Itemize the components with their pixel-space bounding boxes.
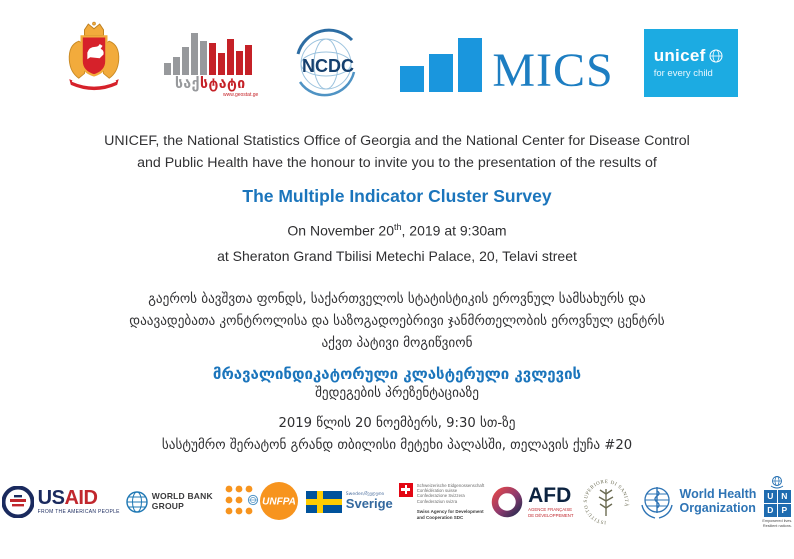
invitation-ka-line1: გაეროს ბავშვთა ფონდს, საქართველოს სტატისტიკის ეროვნულ სამსახურს და [148, 291, 646, 307]
georgia-coat-of-arms-icon [56, 20, 132, 106]
afd-sub-line1: AGENCE FRANÇAISE [528, 507, 573, 512]
who-emblem-icon [638, 483, 676, 521]
header-logo-row [56, 18, 737, 108]
sweden-text-block [346, 492, 393, 511]
invitation-ka-line2: დაავადებათა კონტროლისა და საზოგადოებრივი ჯანმრთელობის ეროვნულ ცენტრს [129, 313, 665, 329]
event-venue-ka: სასტუმრო შერატონ გრანდ თბილისი მეტეხი პალასში, თელავის ქუჩა #20 [161, 437, 633, 453]
usaid-wordmark [38, 488, 120, 508]
unicef-logo [644, 29, 738, 97]
date-prefix: On November 20 [287, 222, 394, 239]
undp-wordmark [764, 490, 791, 517]
event-date-en [287, 222, 506, 239]
unfpa-logo [224, 481, 300, 523]
sweden-logo [306, 491, 393, 513]
world-bank-wordmark: WORLD BANK GROUP [151, 491, 213, 511]
event-date-ka: 2019 წლის 20 ნოემბერს, 9:30 სთ-ზე [278, 415, 516, 431]
iss-logo [580, 476, 632, 528]
ncdc-logo [288, 26, 370, 100]
invitation-text-ka [129, 289, 664, 355]
swiss-sdc-logo [399, 483, 484, 521]
usaid-us: US [37, 487, 65, 510]
undp-letter: U [764, 490, 777, 503]
swiss-flag-icon [399, 483, 413, 497]
mics-logo [400, 34, 614, 98]
undp-letter: P [778, 504, 791, 517]
geostat-logo [162, 29, 258, 98]
invitation-ka-line3: აქვთ პატივი მოგიწვიონ [321, 335, 473, 351]
afd-logo [490, 485, 573, 519]
sweden-small-label: Sweden/შვედეთი [345, 491, 384, 497]
ncdc-globe-icon [288, 26, 370, 100]
afd-text-block [528, 485, 573, 518]
sdc-line: Schweizerische Eidgenossenschaft [416, 482, 485, 488]
usaid-aid: AID [64, 487, 98, 510]
who-line2: Organization [679, 500, 756, 515]
date-suffix: , 2019 at 9:30am [401, 222, 507, 239]
who-logo [638, 483, 757, 521]
footer-logo-row [7, 475, 793, 529]
geostat-bars-icon [162, 29, 258, 75]
sdc-line: Confédération suisse [416, 487, 458, 493]
undp-letter: N [778, 490, 791, 503]
sdc-text-block [417, 483, 484, 521]
sdc-line: Confederazione Svizzera [416, 493, 465, 499]
usaid-text-block [38, 488, 120, 515]
invitation-text-en [104, 130, 690, 174]
mics-bars-icon [400, 34, 488, 92]
undp-logo [762, 475, 792, 529]
date-ordinal: th [394, 222, 402, 232]
invitation-line1: UNICEF, the National Statistics Office of Georgia and the National Center for Disease Control [104, 133, 690, 149]
survey-title-en: The Multiple Indicator Cluster Survey [242, 186, 552, 206]
afd-subtitle [528, 507, 573, 518]
undp-tagline [762, 519, 792, 529]
sweden-flag-icon [306, 491, 342, 513]
afd-wordmark: AFD [528, 484, 572, 507]
sdc-agency-label [417, 509, 484, 521]
unicef-word-text: unicef [653, 46, 706, 65]
invitation-line2: and Public Health have the honour to invite you to the presentation of the results of [137, 155, 657, 171]
unfpa-icon [224, 481, 300, 523]
svg-text:UNFPA: UNFPA [261, 496, 296, 508]
georgia-coat-of-arms-logo [56, 20, 132, 106]
undp-tag-line1: Empowered lives. [762, 518, 793, 523]
event-venue-en: at Sheraton Grand Tbilisi Metechi Palace, 20, Telavi street [217, 247, 577, 264]
sweden-wordmark: Sverige [345, 495, 393, 511]
geostat-wordmark: საქსტატი [174, 75, 246, 92]
world-bank-logo [126, 491, 218, 513]
usaid-seal-icon [2, 486, 34, 518]
un-emblem-icon [769, 475, 785, 489]
unicef-tagline: for every child [653, 68, 713, 79]
afd-sub-line2: DE DÉVELOPPEMENT [528, 512, 574, 518]
geostat-url: www.geostat.ge [223, 91, 259, 98]
survey-title-ka: მრავალინდიკატორული კლასტერული კვლევის [212, 364, 582, 383]
usaid-logo [2, 486, 120, 518]
unicef-globe-icon [709, 49, 723, 63]
who-wordmark [680, 488, 757, 514]
world-bank-globe-icon [126, 491, 148, 513]
survey-subtitle-ka: შედეგების პრეზენტაციაზე [315, 385, 479, 401]
undp-letter: D [764, 504, 777, 517]
iss-emblem-icon [580, 476, 632, 528]
svg-text:NCDC: NCDC [302, 56, 355, 76]
unicef-wordmark [654, 47, 738, 64]
sdc-agency-line2: and Cooperation SDC [416, 514, 464, 520]
mics-wordmark: MICS [492, 44, 614, 98]
usaid-tagline: FROM THE AMERICAN PEOPLE [37, 509, 120, 516]
svg-text:ISTITUTO SUPERIORE DI SANITÀ: ISTITUTO SUPERIORE DI SANITÀ [583, 479, 628, 524]
sdc-line: Confederaziun svizra [416, 498, 458, 504]
sdc-agency-line1: Swiss Agency for Development [416, 508, 484, 514]
afd-ring-icon [490, 485, 524, 519]
who-line1: World Health [679, 487, 757, 502]
unicef-box [644, 29, 738, 97]
undp-tag-line2: Resilient nations. [762, 523, 792, 528]
